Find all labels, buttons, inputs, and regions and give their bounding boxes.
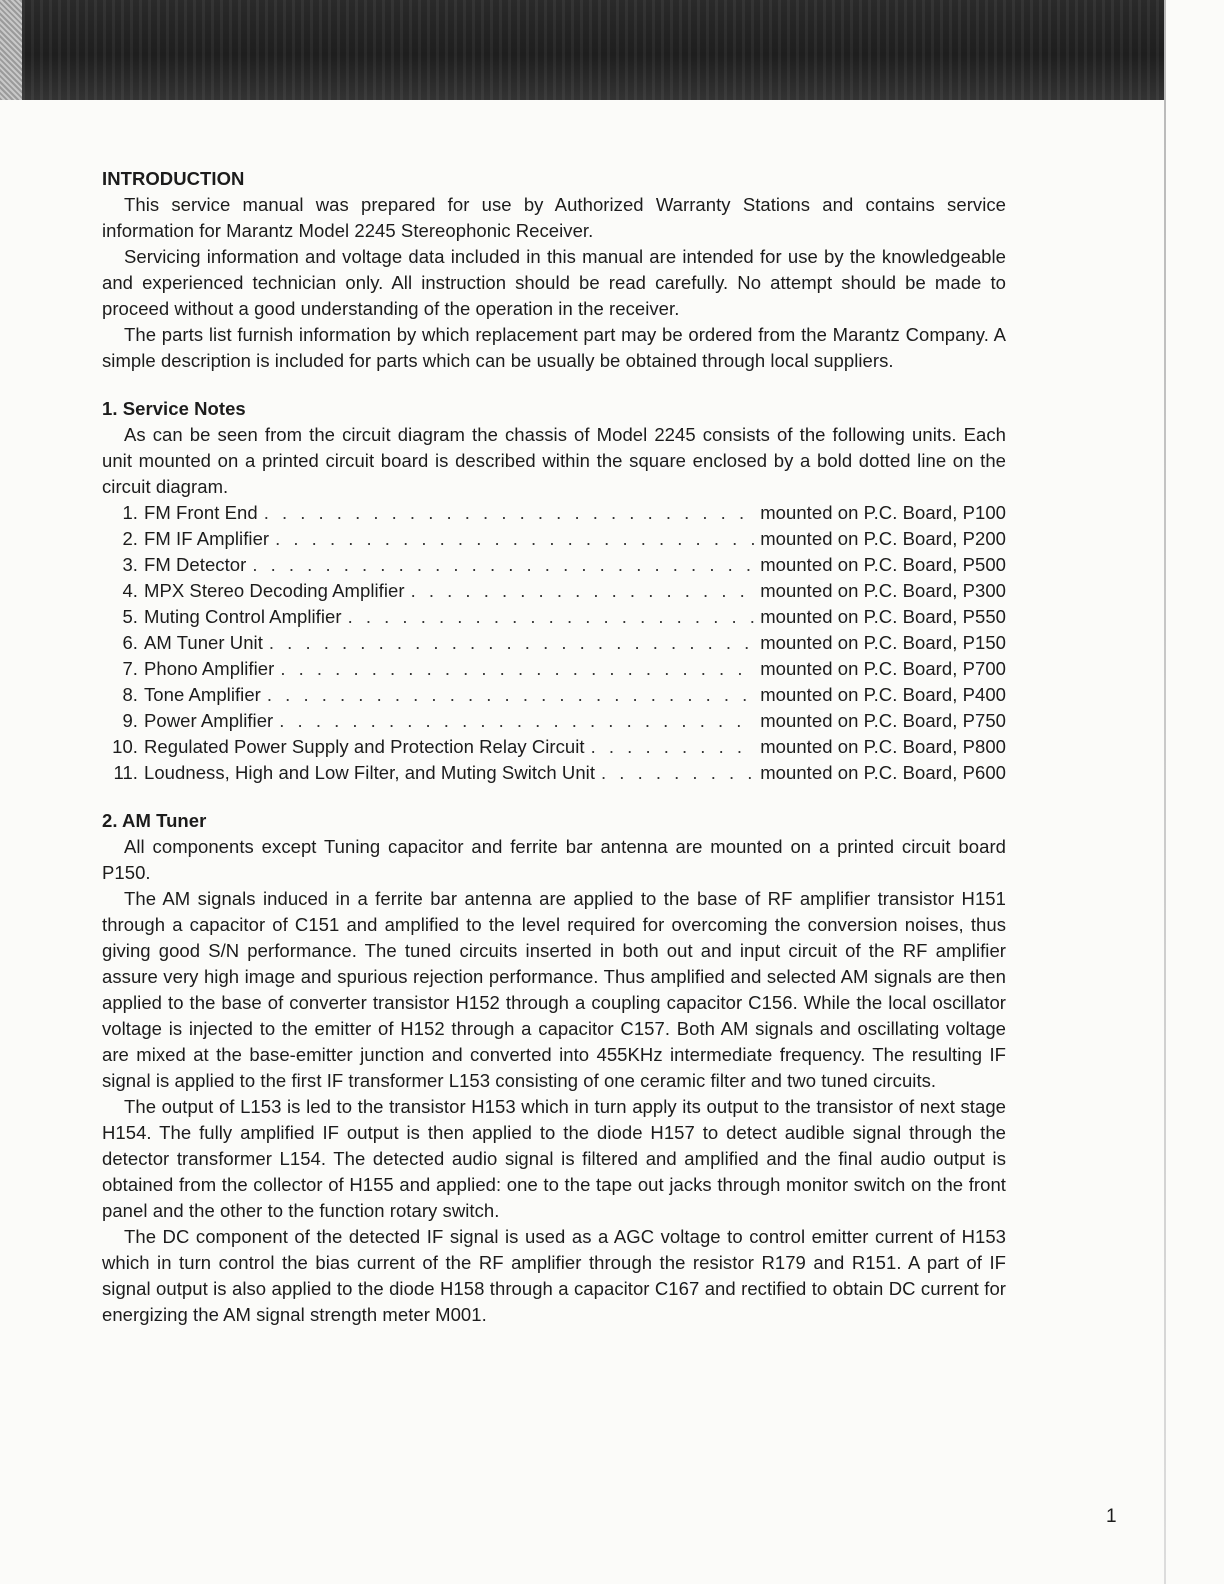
unit-list-item [102, 552, 1006, 578]
dot-leader [348, 604, 755, 630]
unit-list-item [102, 630, 1006, 656]
unit-name: FM Detector [144, 554, 247, 575]
am-tuner-paragraph: All components except Tuning capacitor and ferrite bar antenna are mounted on a printed circuit board P150. [102, 836, 1006, 883]
service-notes-paragraph: As can be seen from the circuit diagram the chassis of Model 2245 consists of the following units. Each unit mounted on a printed circuit board is described within the square enclosed by a bold dotted line on the circuit diagram. [102, 424, 1006, 497]
am-tuner-heading: 2. AM Tuner [102, 810, 207, 831]
unit-number: 3. [122, 554, 138, 575]
unit-number: 4. [122, 580, 138, 601]
dot-leader [411, 578, 755, 604]
dot-leader [591, 734, 755, 760]
unit-number: 1. [122, 502, 138, 523]
unit-board: mounted on P.C. Board, P600 [760, 762, 1006, 783]
unit-list-item [102, 734, 1006, 760]
unit-number: 7. [122, 658, 138, 679]
unit-list-item [102, 760, 1006, 786]
dot-leader [601, 760, 754, 786]
unit-name: Muting Control Amplifier [144, 606, 342, 627]
intro-paragraph: Servicing information and voltage data included in this manual are intended for use by the knowledgeable and experienced technician only. All instruction should be read carefully. No attempt should be made to proceed without a good understanding of the operation in the receiver. [102, 246, 1006, 319]
dot-leader [252, 552, 754, 578]
manual-body [102, 166, 1006, 1328]
unit-name: FM Front End [144, 502, 258, 523]
unit-board: mounted on P.C. Board, P550 [760, 606, 1006, 627]
intro-paragraph: This service manual was prepared for use by Authorized Warranty Stations and contains service information for Marantz Model 2245 Stereophonic Receiver. [102, 194, 1006, 241]
unit-board: mounted on P.C. Board, P800 [760, 736, 1006, 757]
unit-list-item [102, 708, 1006, 734]
service-notes-section [102, 396, 1006, 786]
unit-number: 10. [112, 736, 138, 757]
service-notes-heading: 1. Service Notes [102, 398, 246, 419]
unit-board: mounted on P.C. Board, P400 [760, 684, 1006, 705]
introduction-section [102, 166, 1006, 374]
unit-list [102, 500, 1006, 786]
page-edge [1164, 0, 1166, 1584]
unit-list-item [102, 500, 1006, 526]
unit-name: AM Tuner Unit [144, 632, 263, 653]
unit-number: 2. [122, 528, 138, 549]
unit-list-item [102, 682, 1006, 708]
unit-board: mounted on P.C. Board, P500 [760, 554, 1006, 575]
unit-name: FM IF Amplifier [144, 528, 270, 549]
page-number: 1 [1106, 1506, 1117, 1527]
unit-name: MPX Stereo Decoding Amplifier [144, 580, 405, 601]
unit-board: mounted on P.C. Board, P700 [760, 658, 1006, 679]
dot-leader [275, 526, 754, 552]
am-tuner-paragraph: The output of L153 is led to the transistor H153 which in turn apply its output to the transistor of next stage H154. The fully amplified IF output is then applied to the diode H157 to detect audible signal through the detector transformer L154. The detected audio signal is filtered and amplified and the final audio output is obtained from the collector of H155 and applied: one to the tape out jacks through monitor switch on the front panel and the other to the function rotary switch. [102, 1096, 1006, 1221]
unit-name: Loudness, High and Low Filter, and Muting Switch Unit [144, 762, 596, 783]
dot-leader [267, 682, 754, 708]
unit-number: 6. [122, 632, 138, 653]
dot-leader [279, 708, 754, 734]
unit-number: 5. [122, 606, 138, 627]
unit-board: mounted on P.C. Board, P200 [760, 528, 1006, 549]
unit-list-item [102, 656, 1006, 682]
introduction-heading: INTRODUCTION [102, 168, 245, 189]
dot-leader [269, 630, 754, 656]
dot-leader [280, 656, 754, 682]
dot-leader [264, 500, 755, 526]
am-tuner-section [102, 808, 1006, 1328]
unit-list-item [102, 604, 1006, 630]
unit-name: Power Amplifier [144, 710, 274, 731]
unit-list-item [102, 578, 1006, 604]
unit-name: Phono Amplifier [144, 658, 275, 679]
unit-number: 9. [122, 710, 138, 731]
am-tuner-paragraph: The AM signals induced in a ferrite bar antenna are applied to the base of RF amplifier transistor H151 through a capacitor of C151 and amplified to the level required for overcoming the conversion noises, thus giving good S/N performance. The tuned circuits inserted in both out and input circuit of the RF amplifier assure very high image and spurious rejection performance. Thus amplified and selected AM signals are then applied to the base of converter transistor H152 through a coupling capacitor C156. While the local oscillator voltage is injected to the emitter of H152 through a capacitor C157. Both AM signals and oscillating voltage are mixed at the base-emitter junction and converted into 455KHz intermediate frequency. The resulting IF signal is applied to the first IF transformer L153 consisting of one ceramic filter and two tuned circuits. [102, 888, 1006, 1091]
unit-name: Tone Amplifier [144, 684, 261, 705]
unit-board: mounted on P.C. Board, P750 [760, 710, 1006, 731]
unit-number: 8. [122, 684, 138, 705]
unit-board: mounted on P.C. Board, P300 [760, 580, 1006, 601]
intro-paragraph: The parts list furnish information by which replacement part may be ordered from the Marantz Company. A simple description is included for parts which can be usually be obtained through local suppliers. [102, 324, 1006, 371]
unit-name: Regulated Power Supply and Protection Relay Circuit [144, 736, 585, 757]
am-tuner-paragraph: The DC component of the detected IF signal is used as a AGC voltage to control emitter current of H153 which in turn control the bias current of the RF amplifier through the resistor R179 and R151. A part of IF signal output is also applied to the diode H158 through a capacitor C167 and rectified to obtain DC current for energizing the AM signal strength meter M001. [102, 1226, 1006, 1325]
unit-board: mounted on P.C. Board, P150 [760, 632, 1006, 653]
unit-list-item [102, 526, 1006, 552]
unit-board: mounted on P.C. Board, P100 [760, 502, 1006, 523]
scanned-header-bar [0, 0, 1164, 100]
unit-number: 11. [113, 762, 138, 783]
